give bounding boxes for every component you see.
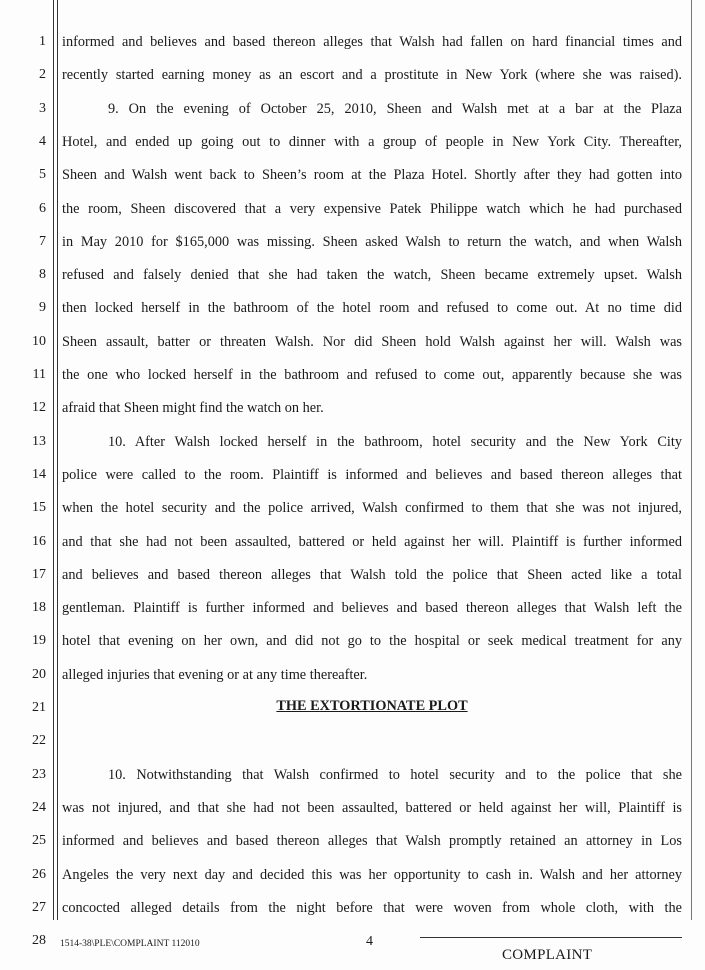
text-line: Angeles the very next day and decided this was her opportunity to cash in. Walsh and her attorney [62,866,682,883]
text-line: when the hotel security and the police arrived, Walsh confirmed to them that she was not injured, [62,500,682,517]
text-line: and believes and based thereon alleges that Walsh told the police that Sheen acted like a total [62,566,682,583]
text-line: in May 2010 for $165,000 was missing. Sheen asked Walsh to return the watch, and when Walsh [62,233,682,250]
line-number: 28 [32,933,46,949]
line-number: 4 [39,133,46,149]
line-number: 18 [32,600,46,616]
line-number: 5 [39,167,46,183]
text-line: then locked herself in the bathroom of the hotel room and refused to come out. At no time did [62,300,682,317]
section-heading: THE EXTORTIONATE PLOT [276,698,468,714]
text-line: Sheen assault, batter or threaten Walsh. Nor did Sheen hold Walsh against her will. Walsh was [62,333,682,350]
line-number: 15 [32,500,46,516]
text-line: recently started earning money as an escort and a prostitute in New York (where she was raised). [62,67,682,84]
left-margin-rule [53,0,54,920]
line-number: 22 [32,733,46,749]
text-line: gentleman. Plaintiff is further informed and believes and based thereon alleges that Walsh left the [62,600,682,617]
text-line: and that she had not been assaulted, battered or held against her will. Plaintiff is further informed [62,533,682,550]
line-number: 1 [39,34,46,49]
line-number: 19 [32,633,46,649]
line-number: 6 [39,200,46,216]
text-line: Hotel, and ended up going out to dinner with a group of people in New York City. Thereafter, [62,133,682,150]
line-number: 26 [32,866,46,882]
text-line: was not injured, and that she had not been assaulted, battered or held against her will, Plaintiff is [62,799,682,816]
line-number: 21 [32,700,46,715]
footer-page-number: 4 [366,934,373,949]
line-number: 3 [39,100,46,116]
footer-document-title: COMPLAINT [502,947,593,963]
text-line: alleged injuries that evening or at any time thereafter. [62,666,368,683]
text-line: informed and believes and based thereon alleges that Walsh had fallen on hard financial times and [62,34,682,50]
line-number: 23 [32,766,46,782]
text-line: informed and believes and based thereon alleges that Walsh promptly retained an attorney in Los [62,833,682,850]
text-line: Sheen and Walsh went back to Sheen’s room at the Plaza Hotel. Shortly after they had gotten into [62,167,682,184]
line-number: 12 [32,400,46,416]
line-number: 27 [32,899,46,915]
text-line: 9. On the evening of October 25, 2010, Sheen and Walsh met at a bar at the Plaza [108,100,682,117]
text-line: concocted alleged details from the night before that were woven from whole cloth, with the [62,899,682,916]
text-line [62,731,682,751]
right-margin-rule [691,0,692,920]
line-number: 17 [32,566,46,582]
line-number: 13 [32,433,46,449]
text-line: afraid that Sheen might find the watch on her. [62,400,324,417]
line-number: 25 [32,833,46,849]
text-line: the one who locked herself in the bathroom and refused to come out, apparently because she was [62,367,682,383]
line-number: 20 [32,666,46,682]
text-line: hotel that evening on her own, and did not go to the hospital or seek medical treatment for any [62,633,682,650]
line-number: 24 [32,799,46,815]
line-number: 2 [39,67,46,83]
text-line: police were called to the room. Plaintiff is informed and believes and based thereon alleges that [62,466,682,483]
line-number: 9 [39,300,46,316]
line-number: 7 [39,233,46,249]
line-number: 11 [32,367,46,382]
line-number: 10 [32,333,46,349]
line-number: 16 [32,533,46,549]
line-number: 14 [32,466,46,482]
line-number: 8 [39,267,46,283]
text-line: the room, Sheen discovered that a very expensive Patek Philippe watch which he had purchased [62,200,682,217]
footer-divider [420,937,682,938]
footer-file-code: 1514-38\PLE\COMPLAINT 112010 [60,939,200,949]
text-line: 10. Notwithstanding that Walsh confirmed to hotel security and to the police that she [108,766,682,783]
text-line: refused and falsely denied that she had taken the watch, Sheen became extremely upset. Walsh [62,267,682,284]
left-margin-rule-inner [57,0,58,920]
text-line: 10. After Walsh locked herself in the bathroom, hotel security and the New York City [108,433,682,450]
